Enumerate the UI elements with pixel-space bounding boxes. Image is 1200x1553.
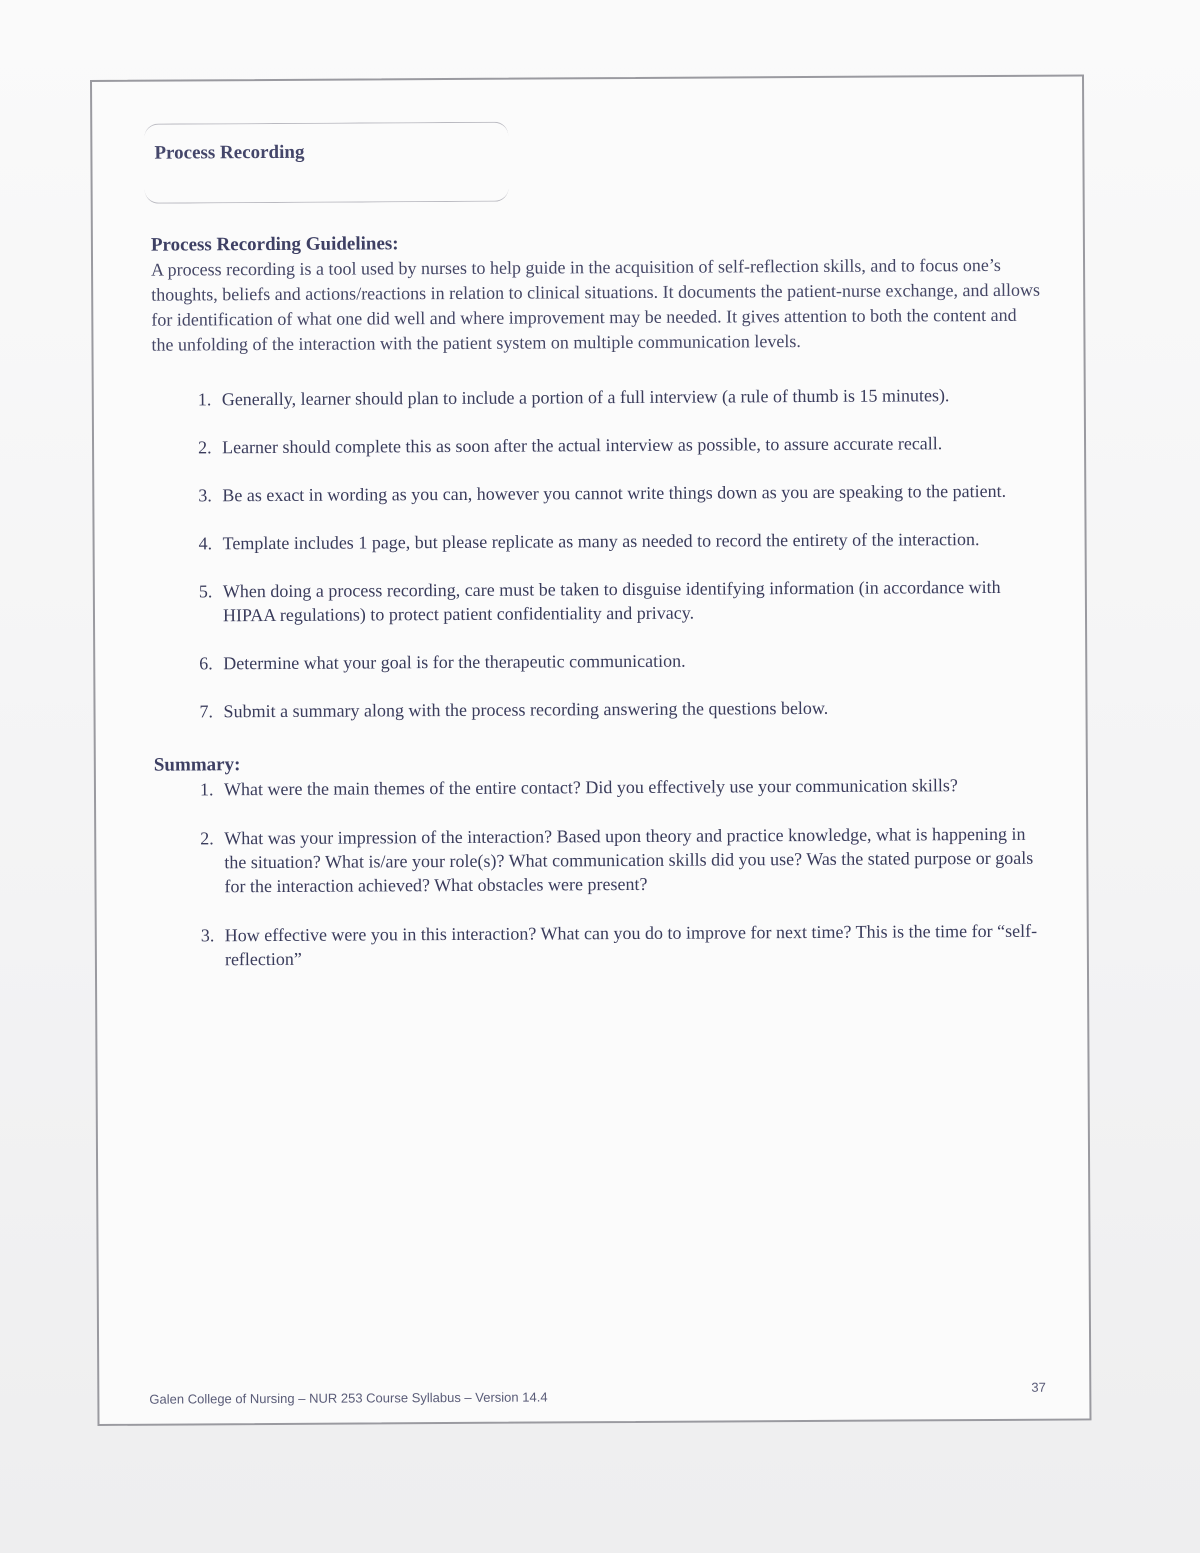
guideline-item: 4. Template includes 1 page, but please replicate as many as needed to record the entirety of the interaction.: [217, 527, 1043, 556]
document-page: [90, 74, 1092, 1426]
page-title: Process Recording: [154, 141, 305, 164]
summary-list: [154, 773, 1045, 972]
guidelines-list: [152, 383, 1044, 724]
guideline-item: 1. Generally, learner should plan to include a portion of a full interview (a rule of thumb is 15 minutes).: [216, 383, 1042, 412]
summary-heading: Summary:: [153, 754, 241, 776]
guideline-item: 6. Determine what your goal is for the therapeutic communication.: [217, 647, 1043, 676]
summary-question: 3. How effective were you in this interaction? What can you do to improve for next time? This is the time for “self-reflection”: [219, 919, 1045, 972]
footer-course: Galen College of Nursing – NUR 253 Course Syllabus – Version 14.4: [149, 1389, 548, 1407]
guideline-item: 7. Submit a summary along with the process recording answering the questions below.: [217, 695, 1043, 724]
summary-question: 1. What were the main themes of the entire contact? Did you effectively use your communication skills?: [218, 773, 1044, 802]
summary-question: 2. What was your impression of the interaction? Based upon theory and practice knowledge, what is happening in the situation? What is/are your role(s)? What communication skills did you use? Was the stated purpose or goals for the interaction achieved? What obstacles were present?: [218, 822, 1044, 899]
title-box: [144, 122, 508, 204]
guideline-item: 5. When doing a process recording, care must be taken to disguise identifying information (in accordance with HIPAA regulations) to protect patient confidentiality and privacy.: [217, 575, 1043, 628]
document-body: [151, 229, 1045, 997]
guideline-item: 2. Learner should complete this as soon after the actual interview as possible, to assure accurate recall.: [216, 431, 1042, 460]
guidelines-heading: Process Recording Guidelines:: [150, 233, 399, 256]
intro-paragraph: A process recording is a tool used by nurses to help guide in the acquisition of self-reflection skills, and to focus one’s thoughts, beliefs and actions/reactions in relation to clinical situations. It documents the patient-nurse exchange, and allows for identification of what one did well and where improvement may be needed. It gives attention to both the content and the unfolding of the interaction with the patient system on multiple communication levels.: [151, 254, 1041, 355]
page-number: 37: [1031, 1379, 1046, 1395]
guideline-item: 3. Be as exact in wording as you can, however you cannot write things down as you are speaking to the patient.: [216, 479, 1042, 508]
